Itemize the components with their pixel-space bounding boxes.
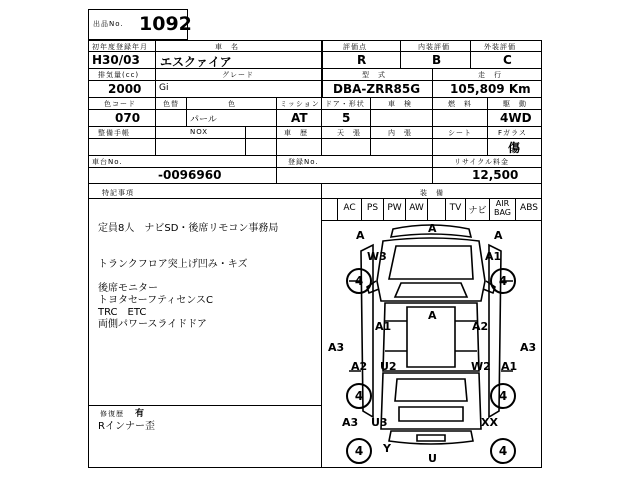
equip-tv: TV xyxy=(449,203,462,213)
damage-mark: W2 xyxy=(471,360,491,373)
displacement-label: 排気量(cc) xyxy=(98,71,140,79)
damage-mark: A2 xyxy=(351,360,368,373)
damage-mark: XX xyxy=(481,416,498,429)
tire-rear-left: 4 xyxy=(346,383,372,409)
equip-navi: ナビ xyxy=(468,206,487,216)
equip-ac: AC xyxy=(343,203,356,213)
damage-mark: A1 xyxy=(375,320,392,333)
damage-mark: A1 xyxy=(501,360,518,373)
color-code-label: 色コード xyxy=(104,100,136,108)
lot-number: 1092 xyxy=(139,13,192,35)
recycle-label: リサイクル料金 xyxy=(454,158,510,166)
equip-ps: PS xyxy=(366,203,379,213)
damage-mark: Y xyxy=(383,442,391,455)
doors-label: ドア・形状 xyxy=(325,100,365,108)
nox-label: NOX xyxy=(190,128,209,136)
interior-value: B xyxy=(432,53,442,67)
damage-mark: U2 xyxy=(380,360,397,373)
history-label: 車 歴 xyxy=(284,129,308,137)
special-label: 特記事項 xyxy=(102,189,134,197)
equip-aw: AW xyxy=(409,203,424,213)
lot-box xyxy=(88,9,192,40)
equip-airbag: AIR BAG xyxy=(493,199,512,217)
mileage-label: 走 行 xyxy=(478,71,502,79)
sunroof-label: 天 張 xyxy=(337,129,361,137)
recycle-value: 12,500 xyxy=(472,168,519,182)
chassis-label: 車台No. xyxy=(92,158,123,166)
damage-mark: A3 xyxy=(342,416,359,429)
damage-mark: W3 xyxy=(367,250,387,263)
chassis-value: -0096960 xyxy=(158,168,222,182)
interior-label: 内装評価 xyxy=(418,43,450,51)
color-type-label: 色替 xyxy=(163,100,179,108)
fuel-label: 燃 料 xyxy=(448,100,472,108)
repair-value: 有 xyxy=(135,409,145,419)
manual-label: 整備手帳 xyxy=(98,129,130,137)
tire-rear-right: 4 xyxy=(490,383,516,409)
seat-label: シート xyxy=(448,129,472,137)
interior-panel-label: 内 張 xyxy=(388,129,412,137)
repair-label: 修復歴 xyxy=(100,410,124,418)
color-label: 色 xyxy=(228,100,236,108)
color-value: パール xyxy=(190,115,217,125)
name-label: 車 名 xyxy=(215,43,239,51)
glass-value: 傷 xyxy=(508,141,521,155)
grade-value: Gi xyxy=(159,83,169,93)
damage-mark: A xyxy=(428,309,437,322)
doors-value: 5 xyxy=(342,111,351,125)
drive-label: 駆 動 xyxy=(503,100,527,108)
year-value: H30/03 xyxy=(92,53,140,67)
damage-mark: A xyxy=(494,229,503,242)
grade-label: グレード xyxy=(222,71,254,79)
model-label: 型 式 xyxy=(362,71,386,79)
repair-note: Rインナー歪 xyxy=(98,421,155,432)
note-line: TRC ETC xyxy=(98,307,147,318)
displacement-value: 2000 xyxy=(108,82,142,96)
transmission-value: AT xyxy=(291,111,308,125)
tire-front-right: 4 xyxy=(490,268,516,294)
score-value: R xyxy=(357,53,367,67)
damage-mark: A1 xyxy=(485,250,502,263)
tire-spare-left: 4 xyxy=(346,438,372,464)
damage-mark: A xyxy=(356,229,365,242)
damage-mark: U xyxy=(428,452,437,465)
note-line: 両側パワースライドドア xyxy=(98,319,207,330)
equipment-label: 装 備 xyxy=(420,189,444,197)
reg-label: 登録No. xyxy=(288,158,319,166)
exterior-label: 外装評価 xyxy=(484,43,516,51)
glass-label: Fガラス xyxy=(498,129,527,137)
transmission-label: ミッション xyxy=(280,100,320,108)
color-code-value: 070 xyxy=(115,111,141,125)
year-label: 初年度登録年月 xyxy=(92,43,148,51)
damage-mark: A2 xyxy=(472,320,489,333)
score-label: 評価点 xyxy=(343,43,367,51)
note-line: トランクフロア突上げ凹み・キズ xyxy=(98,259,248,270)
mileage-value: 105,809 Km xyxy=(450,82,531,96)
exterior-value: C xyxy=(503,53,512,67)
damage-mark: A3 xyxy=(328,341,345,354)
rear-bumper-outline xyxy=(389,431,473,444)
note-line: 後席モニター xyxy=(98,283,158,294)
drive-value: 4WD xyxy=(500,111,532,125)
car-name-value: エスクァイア xyxy=(160,55,232,69)
damage-mark: A3 xyxy=(520,341,537,354)
damage-mark: U3 xyxy=(371,416,388,429)
tire-front-left: 4 xyxy=(346,268,372,294)
front-body-outline xyxy=(377,238,485,301)
equip-abs: ABS xyxy=(520,203,538,213)
equipment-row xyxy=(321,198,542,220)
lot-label: 出品No. xyxy=(93,20,124,28)
note-line: トヨタセーフティセンスC xyxy=(98,295,213,306)
model-value: DBA-ZRR85G xyxy=(333,82,421,96)
note-line: 定員8人 ナビSD・後席リモコン事務局 xyxy=(98,223,279,234)
car-diagram xyxy=(321,221,542,468)
inspection-label: 車 検 xyxy=(388,100,412,108)
damage-mark: A xyxy=(428,222,437,235)
tire-spare-right: 4 xyxy=(490,438,516,464)
equip-pw: PW xyxy=(387,203,402,213)
